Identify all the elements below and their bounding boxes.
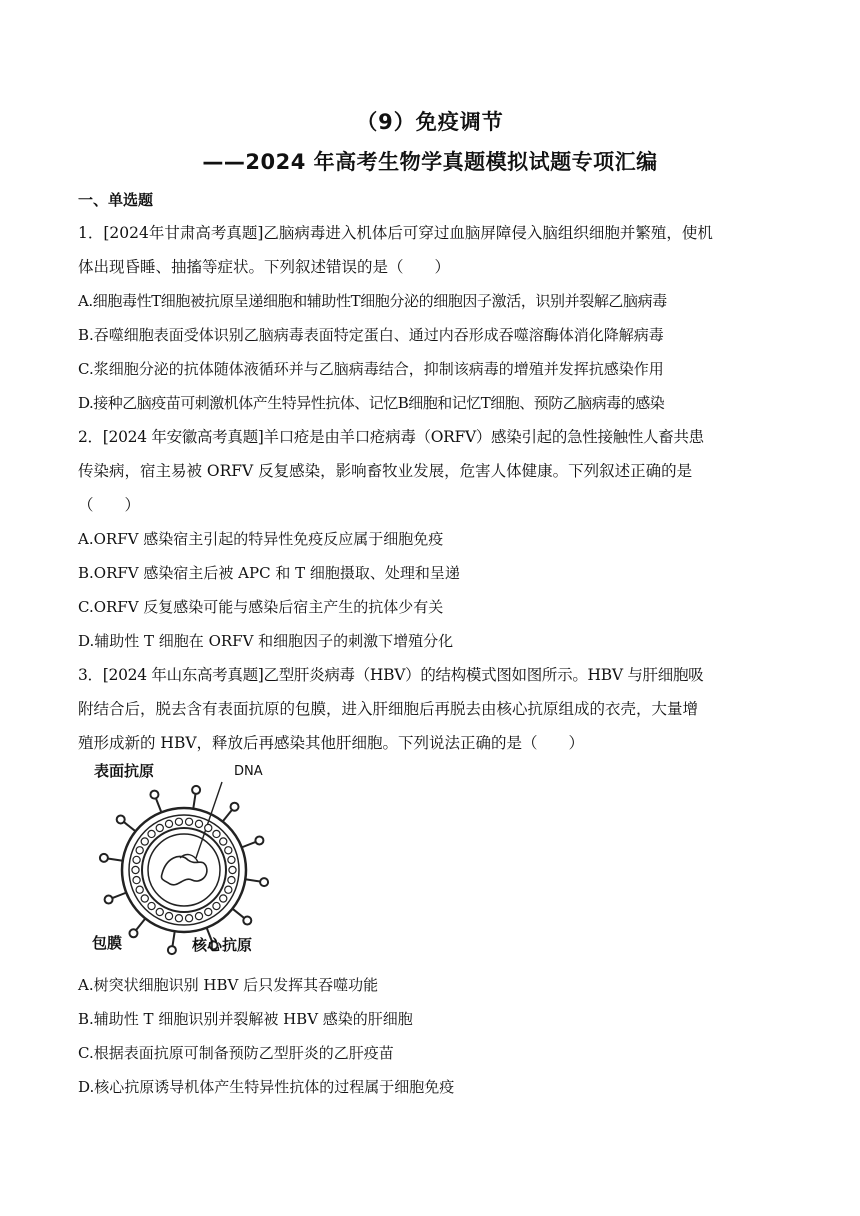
capsid-bead bbox=[175, 818, 182, 825]
option-a: A.ORFV 感染宿主引起的特异性免疫反应属于细胞免疫 bbox=[78, 530, 444, 548]
capsid-bead bbox=[185, 915, 192, 922]
capsid-bead bbox=[228, 856, 235, 863]
capsid-bead bbox=[228, 876, 235, 883]
page-title: （9）免疫调节 bbox=[356, 110, 504, 134]
surface-spike bbox=[111, 893, 126, 899]
capsid-bead bbox=[165, 913, 172, 920]
capsid-bead bbox=[195, 820, 202, 827]
option-d: D.辅助性 T 细胞在 ORFV 和细胞因子的刺激下增殖分化 bbox=[78, 632, 454, 650]
option-a: A.细胞毒性T细胞被抗原呈递细胞和辅助性T细胞分泌的细胞因子激活，识别并裂解乙脑病毒 bbox=[78, 292, 667, 310]
question-1 bbox=[78, 216, 780, 420]
spike-tip bbox=[260, 878, 268, 886]
spike-tip bbox=[150, 791, 158, 799]
spike-tip bbox=[255, 836, 263, 844]
capsid-bead bbox=[213, 902, 220, 909]
capsid-bead bbox=[133, 876, 140, 883]
spike-tip bbox=[231, 803, 239, 811]
capsid-bead bbox=[225, 886, 232, 893]
section-heading: 一、单选题 bbox=[78, 191, 154, 209]
option-c: C.浆细胞分泌的抗体随体液循环并与乙脑病毒结合，抑制该病毒的增殖并发挥抗感染作用 bbox=[78, 360, 664, 378]
question-stem-line: 附结合后，脱去含有表面抗原的包膜，进入肝细胞后再脱去由核心抗原组成的衣壳，大量增 bbox=[78, 700, 699, 718]
surface-spike bbox=[135, 918, 145, 931]
option-d: D.核心抗原诱导机体产生特异性抗体的过程属于细胞免疫 bbox=[78, 1078, 455, 1096]
option-d: D.接种乙脑疫苗可刺激机体产生特异性抗体、记忆B细胞和记忆T细胞、预防乙脑病毒的感染 bbox=[78, 394, 665, 412]
question-2 bbox=[78, 420, 780, 658]
capsid-bead bbox=[165, 820, 172, 827]
capsid-bead bbox=[133, 856, 140, 863]
surface-spike bbox=[245, 879, 261, 881]
label-dna: DNA bbox=[234, 764, 263, 779]
question-3 bbox=[78, 658, 780, 1104]
question-stem-line: 体出现昏睡、抽搐等症状。下列叙述错误的是（ ） bbox=[78, 258, 451, 276]
capsid-bead bbox=[225, 847, 232, 854]
capsid-bead bbox=[136, 847, 143, 854]
capsid-bead bbox=[156, 824, 163, 831]
surface-spike bbox=[232, 909, 245, 919]
question-stem-line: （ ） bbox=[78, 496, 141, 514]
label-surface-antigen: 表面抗原 bbox=[94, 762, 155, 780]
question-list bbox=[78, 216, 780, 1104]
surface-spike bbox=[223, 809, 233, 822]
option-b: B.ORFV 感染宿主后被 APC 和 T 细胞摄取、处理和呈递 bbox=[78, 564, 460, 582]
capsid-bead bbox=[141, 895, 148, 902]
surface-spike bbox=[107, 858, 123, 860]
capsid-bead bbox=[220, 838, 227, 845]
question-stem-line: 殖形成新的 HBV，释放后再感染其他肝细胞。下列说法正确的是（ ） bbox=[78, 734, 585, 752]
capsid-bead bbox=[148, 902, 155, 909]
capsid-bead bbox=[185, 818, 192, 825]
question-stem-line: 3．[2024 年山东高考真题]乙型肝炎病毒（HBV）的结构模式图如图所示。HBV 与肝细胞吸 bbox=[78, 666, 704, 684]
capsid-bead bbox=[229, 866, 236, 873]
capsid-bead bbox=[132, 866, 139, 873]
surface-spike bbox=[193, 793, 195, 809]
capsid-bead bbox=[195, 913, 202, 920]
page-subtitle: ——2024 年高考生物学真题模拟试题专项汇编 bbox=[202, 150, 658, 174]
capsid-bead bbox=[148, 830, 155, 837]
spike-tip bbox=[100, 854, 108, 862]
spike-tip bbox=[117, 815, 125, 823]
question-stem-line: 2．[2024 年安徽高考真题]羊口疮是由羊口疮病毒（ORFV）感染引起的急性接触性人畜共患 bbox=[78, 428, 704, 446]
spike-tip bbox=[168, 946, 176, 954]
hbv-structure-figure bbox=[84, 762, 284, 962]
surface-spike bbox=[123, 821, 136, 831]
capsid-bead bbox=[205, 908, 212, 915]
capsid-bead bbox=[205, 824, 212, 831]
label-core-antigen: 核心抗原 bbox=[192, 936, 253, 954]
surface-spike bbox=[242, 842, 257, 848]
spike-tip bbox=[105, 896, 113, 904]
option-c: C.ORFV 反复感染可能与感染后宿主产生的抗体少有关 bbox=[78, 598, 444, 616]
option-a: A.树突状细胞识别 HBV 后只发挥其吞噬功能 bbox=[78, 976, 379, 994]
capsid-bead bbox=[175, 915, 182, 922]
spike-tip bbox=[243, 917, 251, 925]
capsid-bead bbox=[136, 886, 143, 893]
spike-tip bbox=[129, 929, 137, 937]
capsid-bead bbox=[141, 838, 148, 845]
capsid-bead bbox=[156, 908, 163, 915]
option-b: B.辅助性 T 细胞识别并裂解被 HBV 感染的肝细胞 bbox=[78, 1010, 413, 1028]
surface-spike bbox=[172, 931, 174, 947]
spike-tip bbox=[192, 786, 200, 794]
label-envelope: 包膜 bbox=[92, 934, 123, 952]
capsid-bead bbox=[213, 830, 220, 837]
option-b: B.吞噬细胞表面受体识别乙脑病毒表面特定蛋白、通过内吞形成吞噬溶酶体消化降解病毒 bbox=[78, 326, 664, 344]
capsid-bead bbox=[220, 895, 227, 902]
question-stem-line: 1．[2024年甘肃高考真题]乙脑病毒进入机体后可穿过血脑屏障侵入脑组织细胞并繁殖，使机 bbox=[78, 224, 713, 242]
surface-spike bbox=[156, 797, 162, 812]
option-c: C.根据表面抗原可制备预防乙型肝炎的乙肝疫苗 bbox=[78, 1044, 394, 1062]
question-stem-line: 传染病，宿主易被 ORFV 反复感染，影响畜牧业发展，危害人体健康。下列叙述正确的是 bbox=[78, 462, 693, 480]
